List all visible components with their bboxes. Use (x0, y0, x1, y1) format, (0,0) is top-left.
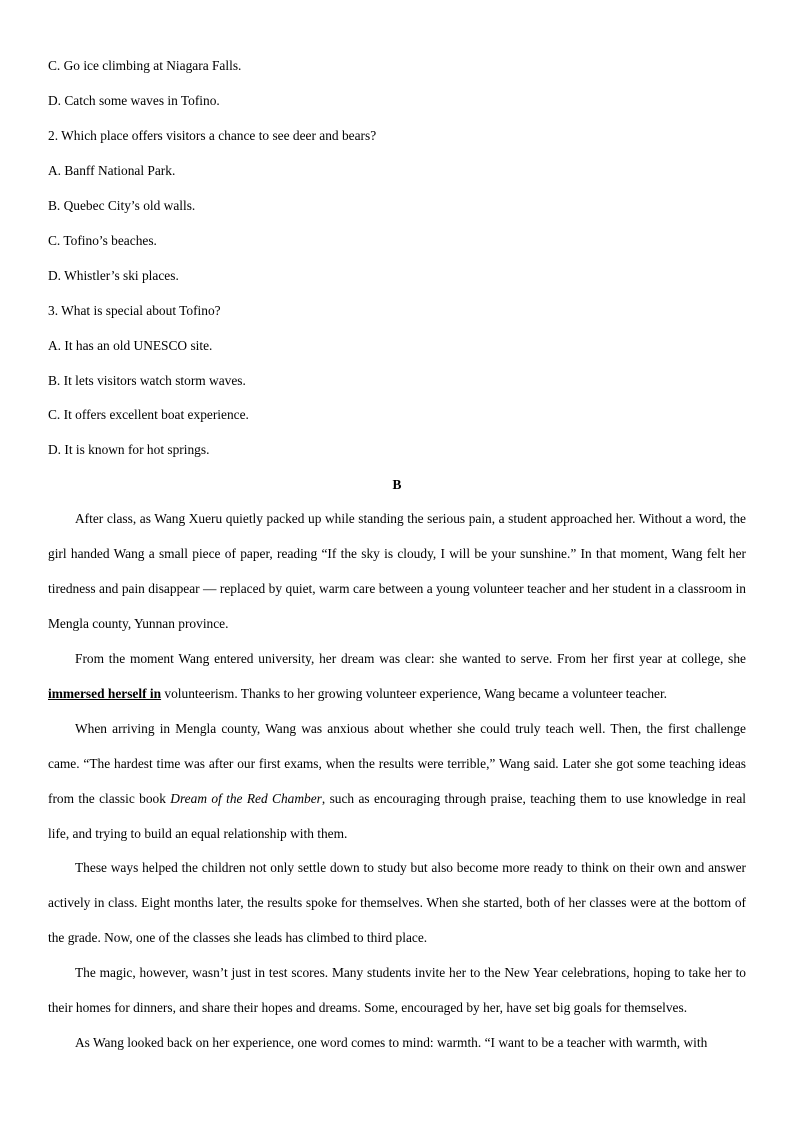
q1-option-d: D. Catch some waves in Tofino. (48, 93, 220, 108)
q2-option-b: B. Quebec City’s old walls. (48, 198, 196, 213)
underlined-phrase: immersed herself in (48, 685, 162, 701)
q3-stem: 3. What is special about Tofino? (48, 303, 221, 318)
q2-option-a: A. Banff National Park. (48, 163, 176, 178)
paragraph-3-text-start: When arriving in Mengla county, Wang was anxious about whether she could truly teach well. Then, the first challenge came. “The hardest time was after our first exams, when the results were terrible,” Wang said. Later she got some teaching ideas from the classic book (48, 721, 746, 806)
q2-option-c: C. Tofino’s beaches. (48, 233, 157, 248)
passage-paragraph-6: As Wang looked back on her experience, one word comes to mind: warmth. “I want to be a teacher with warmth, with (75, 1035, 708, 1050)
q2-option-d: D. Whistler’s ski places. (48, 268, 179, 283)
q3-option-d: D. It is known for hot springs. (48, 442, 210, 457)
q3-option-b: B. It lets visitors watch storm waves. (48, 373, 246, 388)
paragraph-3-text-end: , such as encouraging through praise, teaching them to use knowledge in real life, and trying to build an equal relationship with them. (48, 790, 746, 841)
book-title: Dream of the Red Chamber (170, 790, 322, 806)
passage-paragraph-1: After class, as Wang Xueru quietly packed up while standing the serious pain, a student approached her. Without a word, the girl handed Wang a small piece of paper, reading “If the sky is cloudy, I will be your sunshine.” In that moment, Wang felt her tiredness and pain disappear — replaced by quiet, warm care between a young volunteer teacher and her student in a classroom in Mengla county, Yunnan province. (48, 511, 746, 631)
section-heading-b: B (392, 477, 402, 492)
passage-paragraph-5: The magic, however, wasn’t just in test scores. Many students invite her to the New Year celebrations, hoping to take her to their homes for dinners, and share their hopes and dreams. Some, encouraged by her, have set big goals for themselves. (48, 965, 746, 1015)
paragraph-2-text-start: From the moment Wang entered university, her dream was clear: she wanted to serve. From her first year at college, she (75, 651, 746, 666)
paragraph-2-text-end: volunteerism. Thanks to her growing volunteer experience, Wang became a volunteer teacher. (161, 685, 668, 701)
q3-option-a: A. It has an old UNESCO site. (48, 338, 213, 353)
q1-option-c: C. Go ice climbing at Niagara Falls. (48, 58, 242, 73)
passage-paragraph-2 (48, 642, 746, 712)
q3-option-c: C. It offers excellent boat experience. (48, 407, 249, 422)
passage-paragraph-4: These ways helped the children not only settle down to study but also become more ready to think on their own and answer actively in class. Eight months later, the results spoke for themselves. When she started, both of her classes were at the bottom of the grade. Now, one of the classes she leads has climbed to third place. (48, 860, 746, 945)
q2-stem: 2. Which place offers visitors a chance to see deer and bears? (48, 128, 377, 143)
passage-paragraph-3 (48, 712, 746, 852)
